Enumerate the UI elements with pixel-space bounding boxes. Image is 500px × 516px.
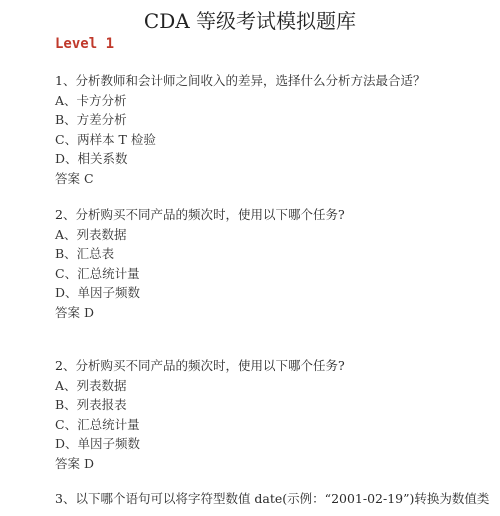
option-b: B、方差分析 [55, 112, 127, 127]
option-c: C、两样本 T 检验 [55, 131, 156, 147]
option-b: B、列表报表 [55, 397, 127, 412]
answer-text: 答案 D [55, 455, 94, 471]
option-d: D、单因子频数 [55, 436, 141, 451]
answer-text: 答案 C [55, 170, 94, 186]
option-b: B、汇总表 [55, 246, 115, 261]
question-block-2 [55, 205, 500, 322]
question-block-4 [55, 489, 500, 509]
option-a: A、列表数据 [55, 226, 127, 242]
question-text: 1、分析教师和会计师之间收入的差异，选择什么分析方法最合适？ [55, 73, 426, 88]
option-c: C、汇总统计量 [55, 416, 140, 432]
question-block-1 [55, 71, 500, 188]
level-heading: Level 1 [55, 36, 115, 52]
question-text: 3、以下哪个语句可以将字符型数值 date(示例：“2001-02-19”)转换为数值类 [55, 491, 490, 506]
question-block-3 [55, 356, 500, 473]
document-title: CDA 等级考试模拟题库 [143, 9, 357, 33]
option-a: A、列表数据 [55, 377, 127, 393]
option-a: A、卡方分析 [55, 92, 127, 108]
question-text: 2、分析购买不同产品的频次时，使用以下哪个任务? [55, 358, 345, 373]
question-text: 2、分析购买不同产品的频次时，使用以下哪个任务? [55, 207, 345, 222]
option-c: C、汇总统计量 [55, 265, 140, 281]
option-d: D、相关系数 [55, 151, 128, 166]
option-d: D、单因子频数 [55, 285, 141, 300]
answer-text: 答案 D [55, 304, 94, 320]
